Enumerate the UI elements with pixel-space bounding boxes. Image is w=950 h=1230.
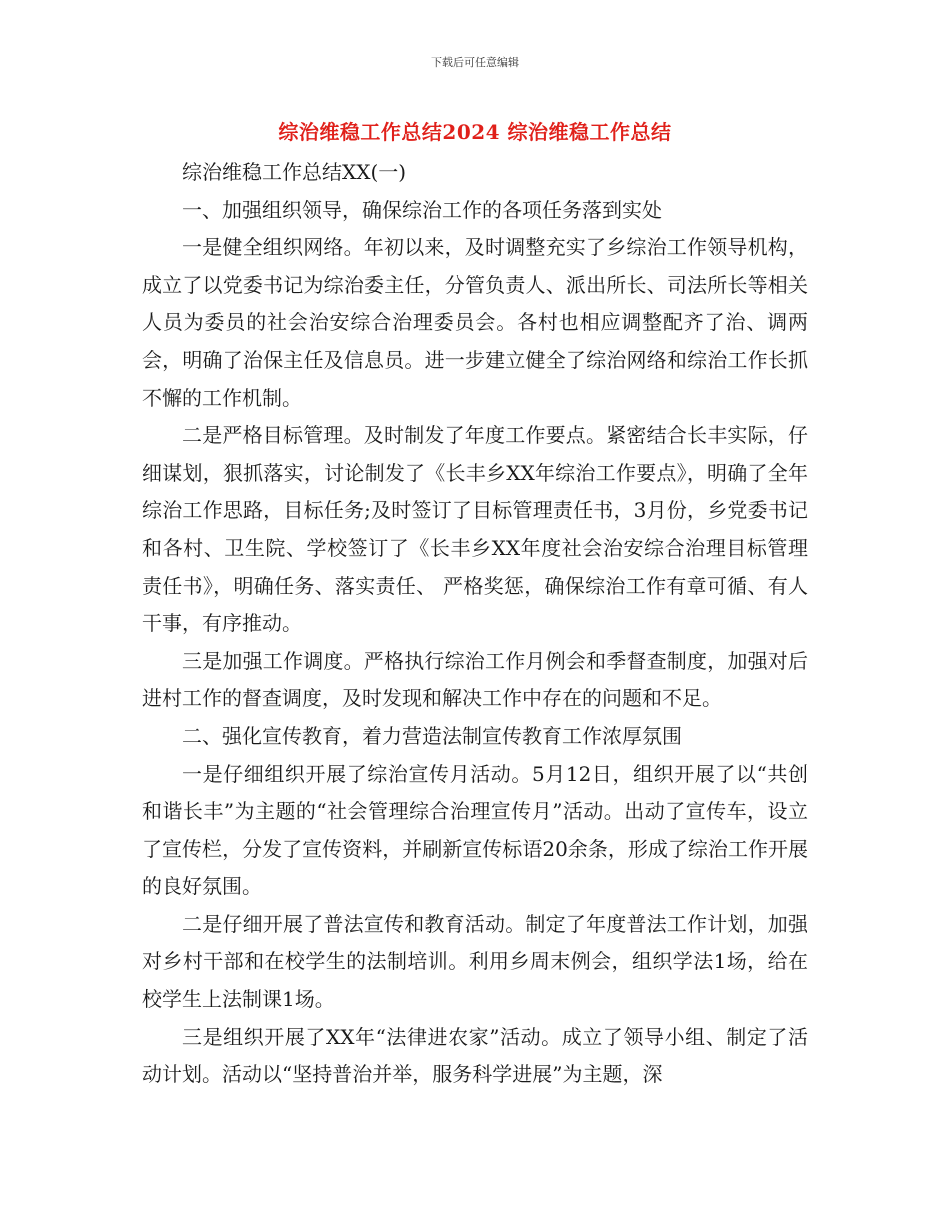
section-subtitle: 综治维稳工作总结XX(一) xyxy=(182,160,407,184)
heading-section-1: 一、加强组织领导，确保综治工作的各项任务落到实处 xyxy=(182,197,662,222)
paragraph: 二是严格目标管理。及时制发了年度工作要点。紧密结合长丰实际，仔细谋划，狠抓落实，讨论制发了《长丰乡XX年综治工作要点》，明确了全年综治工作思路，目标任务;及时签订了目标管理责任书，3月份，乡党委书记和各村、卫生院、学校签订了《长丰乡XX年度社会治安综合治理目标管理责任书》，明确任务、落实责任、 严格奖惩，确保综治工作有章可循、有人干事，有序推动。 xyxy=(142,423,808,636)
paragraph: 三是加强工作调度。严格执行综治工作月例会和季督查制度，加强对后进村工作的督查调度，及时发现和解决工作中存在的问题和不足。 xyxy=(142,648,808,711)
paragraph: 一是仔细组织开展了综治宣传月活动。5月12日，组织开展了以“共创和谐长丰”为主题的“社会管理综合治理宣传月”活动。出动了宣传车，设立了宣传栏，分发了宣传资料，并刷新宣传标语20余条，形成了综治工作开展的良好氛围。 xyxy=(142,761,808,899)
paragraph: 二是仔细开展了普法宣传和教育活动。制定了年度普法工作计划，加强对乡村干部和在校学生的法制培训。利用乡周末例会，组织学法1场，给在校学生上法制课1场。 xyxy=(142,911,808,1012)
heading-section-2: 二、强化宣传教育，着力营造法制宣传教育工作浓厚氛围 xyxy=(182,723,682,748)
paragraph: 一是健全组织网络。年初以来，及时调整充实了乡综治工作领导机构，成立了以党委书记为综治委主任，分管负责人、派出所长、司法所长等相关人员为委员的社会治安综合治理委员会。各村也相应调整配齐了治、调两会，明确了治保主任及信息员。进一步建立健全了综治网络和综治工作长抓不懈的工作机制。 xyxy=(142,235,808,410)
document-body xyxy=(142,154,808,1094)
document-title: 综治维稳工作总结2024 综治维稳工作总结 xyxy=(278,120,672,144)
header-note: 下载后可任意编辑 xyxy=(431,56,519,69)
paragraph: 三是组织开展了XX年“法律进农家”活动。成立了领导小组、制定了活动计划。活动以“坚持普治并举，服务科学进展”为主题，深 xyxy=(142,1024,808,1087)
